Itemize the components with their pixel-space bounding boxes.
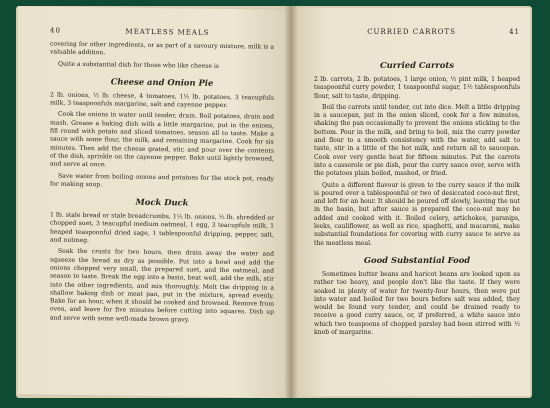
section-title-good-substantial-food: Good Substantial Food (363, 254, 471, 265)
running-head: MEATLESS MEALS (125, 27, 210, 37)
paragraph: Sometimes butter beans and haricot beans are looked upon as rather too heavy, and people don't like the taste. If they were soaked in plenty of water for twenty-four hours, then were put into water and boiled for two hours before salt was added, they would be found very tender, and could be drained ready to receive a good curry sauce, or, if preferred, a white sauce into which two teaspoons of chopped parsley had been stirred with ½ knob of margarine. (314, 270, 520, 337)
paragraph: Quite a substantial dish for those who like cheese is (58, 60, 219, 70)
right-page (292, 8, 530, 396)
recipe-variation: Quite a different flavour is given to the curry sauce if the milk is poured over a tablespoonful or two of desiccated coco-nut first, and left for an hour. It should be poured off slowly, leaving the nut in the basin, but after sauce is prepared the coco-nut may be added and cooked with it. Boiled celery, artichokes, parsnips, leeks, cauliflower, as well as rice, spaghetti, and macaroni, make substantial foundations for covering with curry sauce to serve as the meatless meal. (314, 181, 520, 247)
recipe-method: Soak the crusts for two hours, then drain away the water and squeeze the bread as dry as possible. Put into a bowl and add the onions chopped very small, the prepared suet, and the oatmeal, and season to taste. Break the egg into a basin, beat well, add the milk, stir into the other ingredients, and mix thoroughly. Melt the dripping in a shallow baking dish or meat pan, put in the mixture, spread evenly. Bake for an hour, when it should be cooked and browned. Remove from oven, and leave for five minutes before cutting into squares. Dish up and serve with some well-made brown gravy. (50, 248, 274, 324)
left-page (18, 6, 290, 398)
book-spine (284, 6, 298, 398)
page-number: 40 (50, 26, 61, 35)
recipe-method: Cook the onions in water until tender, drain. Boil potatoes, drain and mash. Grease a baking dish with a little margarine, put in the onions, fill round with potato and sliced tomatoes, season all to taste. Make a sauce with some flour, the milk, and remaining margarine. Cook for six minutes. Then add the cheese grated, stir, and pour over the contents of the dish, sprinkle on the cayenne pepper. Bake until lightly browned, and serve at once. (50, 111, 274, 169)
recipe-method: Boil the carrots until tender, cut into dice. Melt a little dripping in a saucepan, put in the onion sliced, cook for a few minutes, shaking the pan occasionally to prevent the onions sticking to the bottom. Pour in the milk, and bring to boil, mix the curry powder and flour to a smooth consistency with the water, add salt to taste, stir in a little of the hot milk, and return all to saucepan. Cook over very gentle heat for fifteen minutes. Put the carrots into a casserole or pie dish, pour the curry sauce over, serve with the potatoes plain boiled, mashed, or fried. (314, 103, 520, 178)
recipe-note: Save water from boiling onions and potatoes for the stock pot, ready for making soup. (50, 172, 274, 189)
recipe-title-curried-carrots: Curried Carrots (380, 60, 454, 70)
left-page-header (50, 27, 274, 38)
running-head: CURRIED CARROTS (367, 28, 456, 36)
recipe-ingredients: 2 lb. carrots, 2 lb. potatoes, 1 large onion, ½ pint milk, 1 heaped teaspoonful curry powder, 1 teaspoonful sugar, 1½ tablespoonfuls flour, salt to taste, dripping. (314, 76, 520, 100)
open-book (16, 6, 532, 398)
recipe-ingredients: 2 lb. onions, ½ lb. cheese, 4 tomatoes, 1½ lb. potatoes, 3 teacupfuls milk, 3 teaspoonfuls margarine, salt and cayenne pepper. (50, 91, 274, 110)
paragraph: covering for other ingredients, or as part of a savoury mixture, milk is a valuable addition. (50, 40, 274, 57)
right-page-header (314, 28, 520, 36)
recipe-title-mock-duck: Mock Duck (135, 196, 189, 208)
recipe-title-cheese-onion-pie: Cheese and Onion Pie (110, 76, 214, 88)
recipe-ingredients: 1 lb. stale bread or stale breadcrumbs, 1½ lb. onions, ½ lb. shredded or chopped suet, 3 teacupful medium oatmeal, 1 egg, 3 teacupfuls milk, 1 heaped teaspoonful dried sage, 1 tablespoonful dripping, pepper, salt, and nutmeg. (50, 211, 274, 245)
page-number: 41 (509, 28, 520, 36)
